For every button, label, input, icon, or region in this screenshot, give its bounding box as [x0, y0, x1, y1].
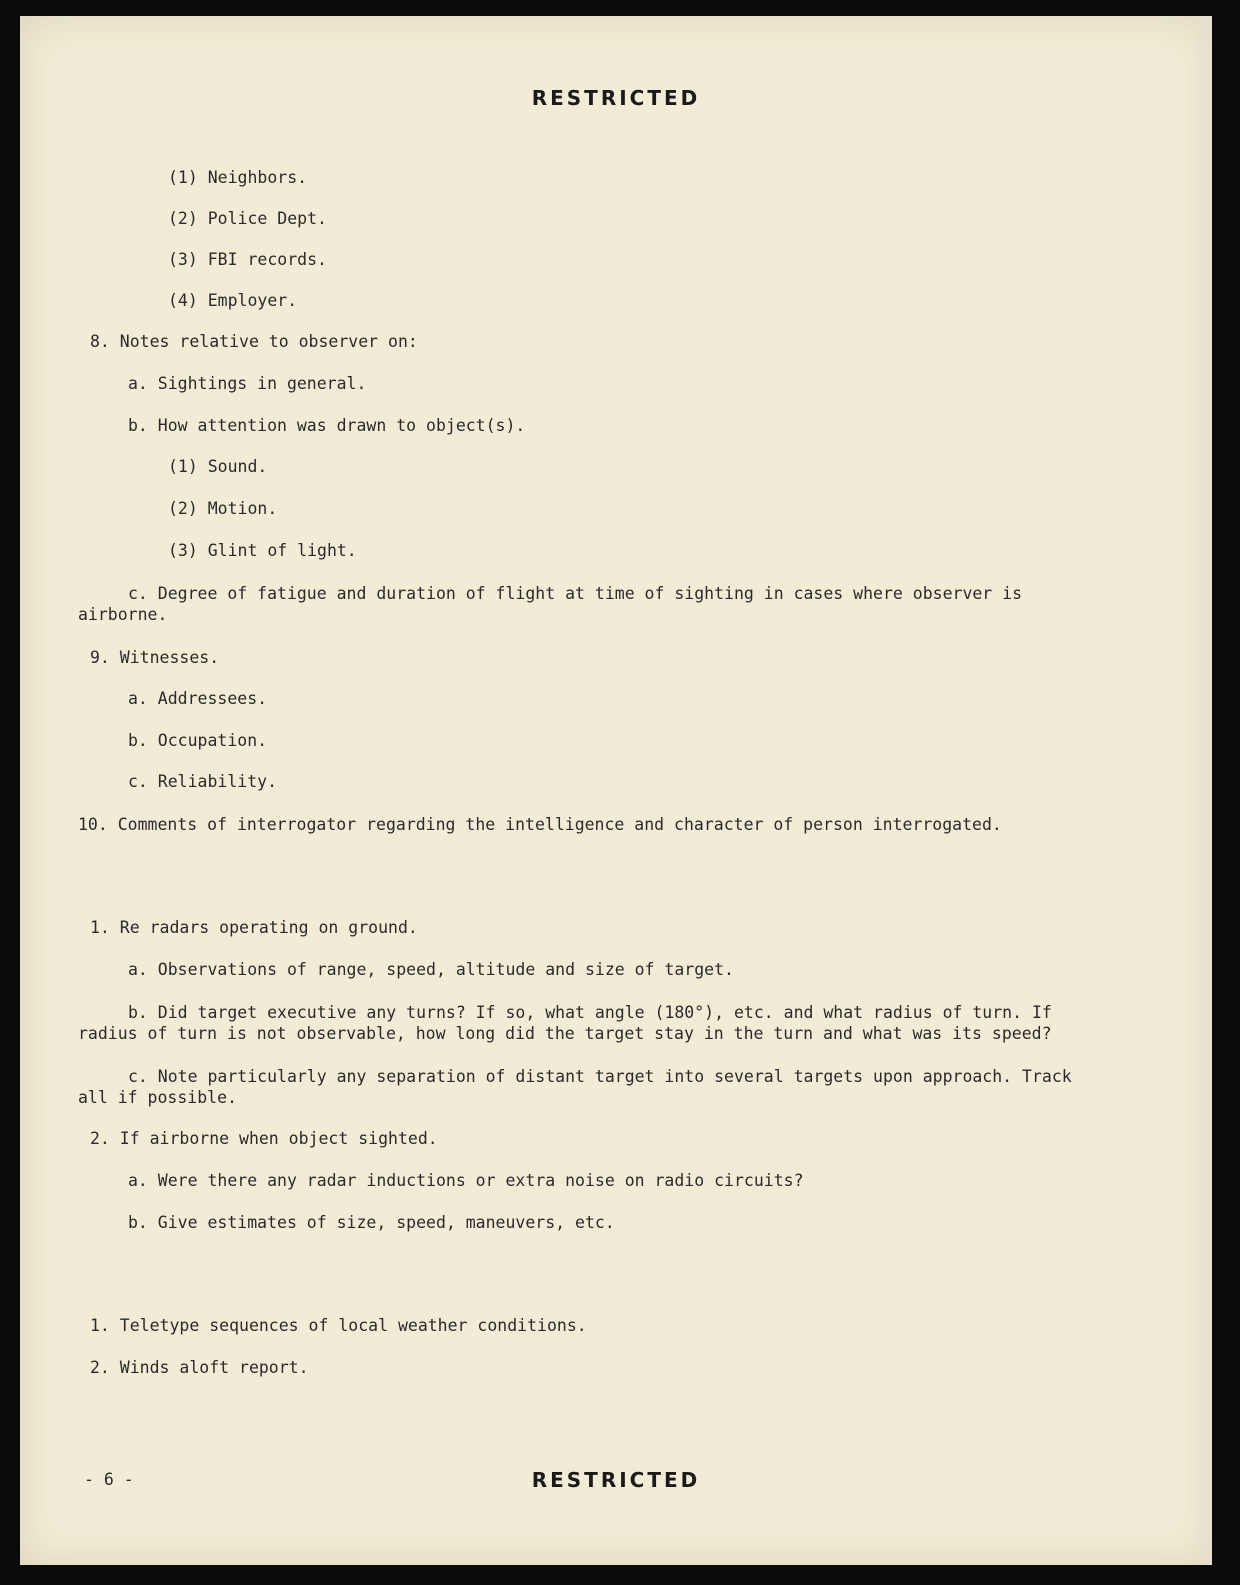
section-item-10: 10. Comments of interrogator regarding the intelligence and character of person interrogated. — [78, 815, 1002, 834]
list-item: (2) Motion. — [168, 499, 278, 518]
list-item: b. Occupation. — [128, 731, 268, 750]
paragraph: b. Did target executive any turns? If so, what angle (180°), etc. and what radius of turn. If radius of turn is not observable, how long did the target stay in the turn and what was its speed? — [78, 1003, 1052, 1043]
list-item: (2) Police Dept. — [168, 209, 327, 228]
section-item-9: 9. Witnesses. — [90, 648, 220, 667]
document-page — [20, 16, 1212, 1565]
list-item: a. Observations of range, speed, altitude and size of target. — [128, 960, 734, 979]
list-item: (4) Employer. — [168, 291, 298, 310]
classification-header: RESTRICTED — [531, 86, 701, 110]
list-item: 2. Winds aloft report. — [90, 1358, 309, 1377]
list-item: (1) Neighbors. — [168, 168, 308, 187]
list-item: 1. Teletype sequences of local weather conditions. — [90, 1316, 587, 1335]
section-item-8: 8. Notes relative to observer on: — [90, 332, 418, 351]
paragraph: c. Degree of fatigue and duration of flight at time of sighting in cases where observer is airborne. — [78, 584, 1023, 624]
list-item: (1) Sound. — [168, 457, 268, 476]
list-item: 2. If airborne when object sighted. — [90, 1129, 438, 1148]
list-item: c. Reliability. — [128, 772, 278, 791]
list-item: (3) Glint of light. — [168, 541, 357, 560]
list-item: b. How attention was drawn to object(s). — [128, 416, 526, 435]
list-item: b. Give estimates of size, speed, maneuvers, etc. — [128, 1213, 615, 1232]
list-item: a. Addressees. — [128, 689, 268, 708]
list-item: (3) FBI records. — [168, 250, 327, 269]
list-item: a. Were there any radar inductions or extra noise on radio circuits? — [128, 1171, 804, 1190]
page-number: - 6 - — [84, 1470, 134, 1489]
paragraph: c. Note particularly any separation of distant target into several targets upon approach. Track all if possible. — [78, 1067, 1072, 1107]
list-item: 1. Re radars operating on ground. — [90, 918, 418, 937]
list-item: a. Sightings in general. — [128, 374, 367, 393]
classification-footer: RESTRICTED — [531, 1468, 701, 1492]
